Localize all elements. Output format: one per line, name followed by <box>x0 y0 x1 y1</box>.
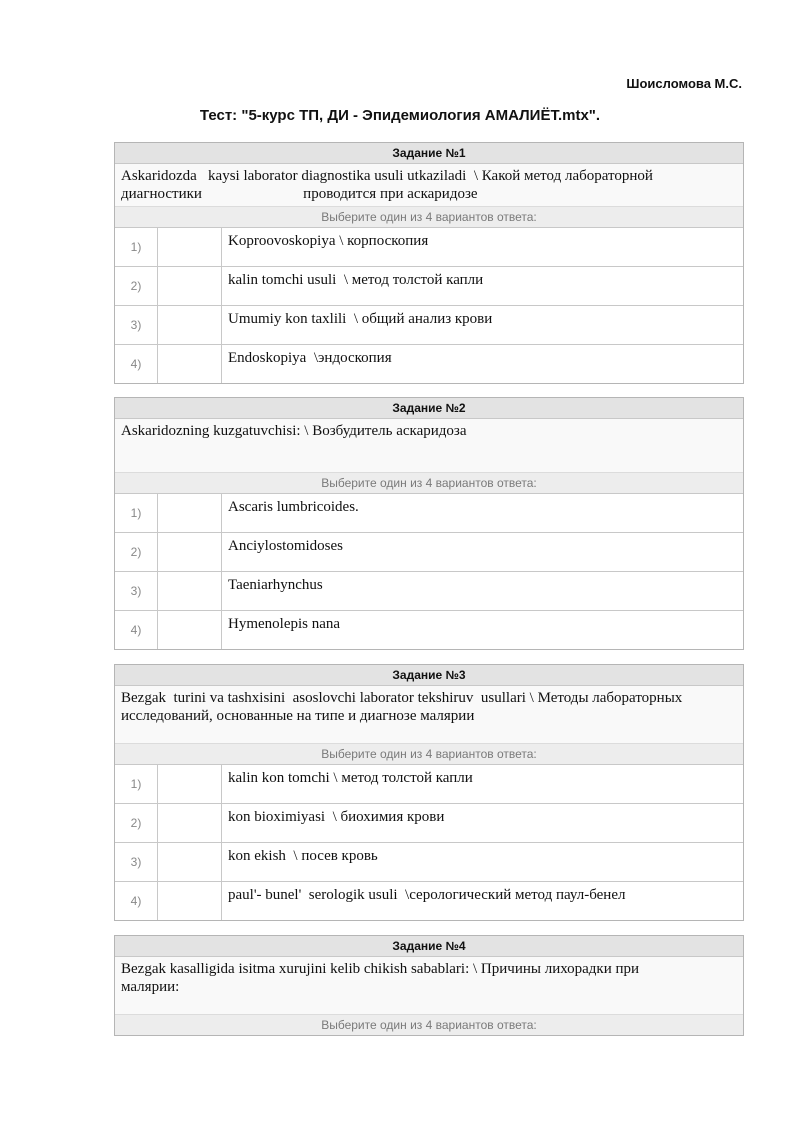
answer-option[interactable] <box>115 571 743 610</box>
task-header: Задание №3 <box>115 665 743 686</box>
option-number: 1) <box>115 765 158 803</box>
answer-option[interactable] <box>115 344 743 383</box>
task-header: Задание №2 <box>115 398 743 419</box>
author-name: Шоисломова М.С. <box>626 76 742 91</box>
answer-option[interactable] <box>115 227 743 266</box>
option-text: kon bioximiyasi \ биохимия крови <box>228 809 445 825</box>
option-number: 2) <box>115 267 158 305</box>
answer-instruction: Выберите один из 4 вариантов ответа: <box>115 743 743 764</box>
answer-option[interactable] <box>115 493 743 532</box>
task-card-3 <box>114 664 744 921</box>
option-text: Hymenolepis nana <box>228 616 341 632</box>
answer-option[interactable] <box>115 764 743 803</box>
option-number: 2) <box>115 804 158 842</box>
option-text: Ascaris lumbricoides. <box>228 499 359 515</box>
answer-option[interactable] <box>115 842 743 881</box>
option-text: paul'- bunel' serologik usuli \серологический метод паул-бенел <box>228 887 626 903</box>
answer-checkbox[interactable] <box>158 572 222 610</box>
answer-instruction: Выберите один из 4 вариантов ответа: <box>115 472 743 493</box>
answer-checkbox[interactable] <box>158 804 222 842</box>
option-text: Anciylostomidoses <box>228 538 343 554</box>
question-text: Askaridozda kaysi laborator diagnostika usuli utkaziladi \ Какой метод лабораторной диагностики проводится при аскаридозе <box>115 164 743 206</box>
test-title: Тест: "5-курс ТП, ДИ - Эпидемиология АМАЛИЁТ.mtx". <box>199 107 601 124</box>
option-number: 4) <box>115 611 158 649</box>
answer-checkbox[interactable] <box>158 533 222 571</box>
option-number: 2) <box>115 533 158 571</box>
answer-instruction: Выберите один из 4 вариантов ответа: <box>115 206 743 227</box>
option-text: Koproovoskopiya \ корпоскопия <box>228 233 429 249</box>
option-number: 4) <box>115 345 158 383</box>
answer-checkbox[interactable] <box>158 306 222 344</box>
option-number: 3) <box>115 572 158 610</box>
option-number: 1) <box>115 228 158 266</box>
answer-instruction: Выберите один из 4 вариантов ответа: <box>115 1014 743 1035</box>
task-header: Задание №1 <box>115 143 743 164</box>
answer-checkbox[interactable] <box>158 882 222 920</box>
answer-checkbox[interactable] <box>158 611 222 649</box>
option-text: kon ekish \ посев кровь <box>228 848 378 864</box>
answer-option[interactable] <box>115 803 743 842</box>
question-text: Bezgak turini va tashxisini asoslovchi laborator tekshiruv usullari \ Методы лабораторных исследований, основанные на типе и диагнозе малярии <box>115 686 743 743</box>
task-header: Задание №4 <box>115 936 743 957</box>
option-text: kalin kon tomchi \ метод толстой капли <box>228 770 473 786</box>
task-card-1 <box>114 142 744 384</box>
question-text: Askaridozning kuzgatuvchisi: \ Возбудитель аскаридоза <box>115 419 743 472</box>
answer-option[interactable] <box>115 881 743 920</box>
task-card-4 <box>114 935 744 1036</box>
answer-checkbox[interactable] <box>158 765 222 803</box>
answer-option[interactable] <box>115 610 743 649</box>
question-text: Bezgak kasalligida isitma xurujini kelib chikish sabablari: \ Причины лихорадки при малярии: <box>115 957 743 1014</box>
answer-option[interactable] <box>115 266 743 305</box>
option-text: Endoskopiya \эндоскопия <box>228 350 392 366</box>
answer-option[interactable] <box>115 305 743 344</box>
task-card-2 <box>114 397 744 650</box>
option-number: 3) <box>115 306 158 344</box>
answer-checkbox[interactable] <box>158 494 222 532</box>
option-text: kalin tomchi usuli \ метод толстой капли <box>228 272 484 288</box>
option-number: 3) <box>115 843 158 881</box>
answer-option[interactable] <box>115 532 743 571</box>
answer-checkbox[interactable] <box>158 345 222 383</box>
option-number: 4) <box>115 882 158 920</box>
answer-checkbox[interactable] <box>158 228 222 266</box>
answer-checkbox[interactable] <box>158 267 222 305</box>
option-text: Umumiy kon taxlili \ общий анализ крови <box>228 311 493 327</box>
option-text: Taeniarhynchus <box>228 577 323 593</box>
option-number: 1) <box>115 494 158 532</box>
answer-checkbox[interactable] <box>158 843 222 881</box>
